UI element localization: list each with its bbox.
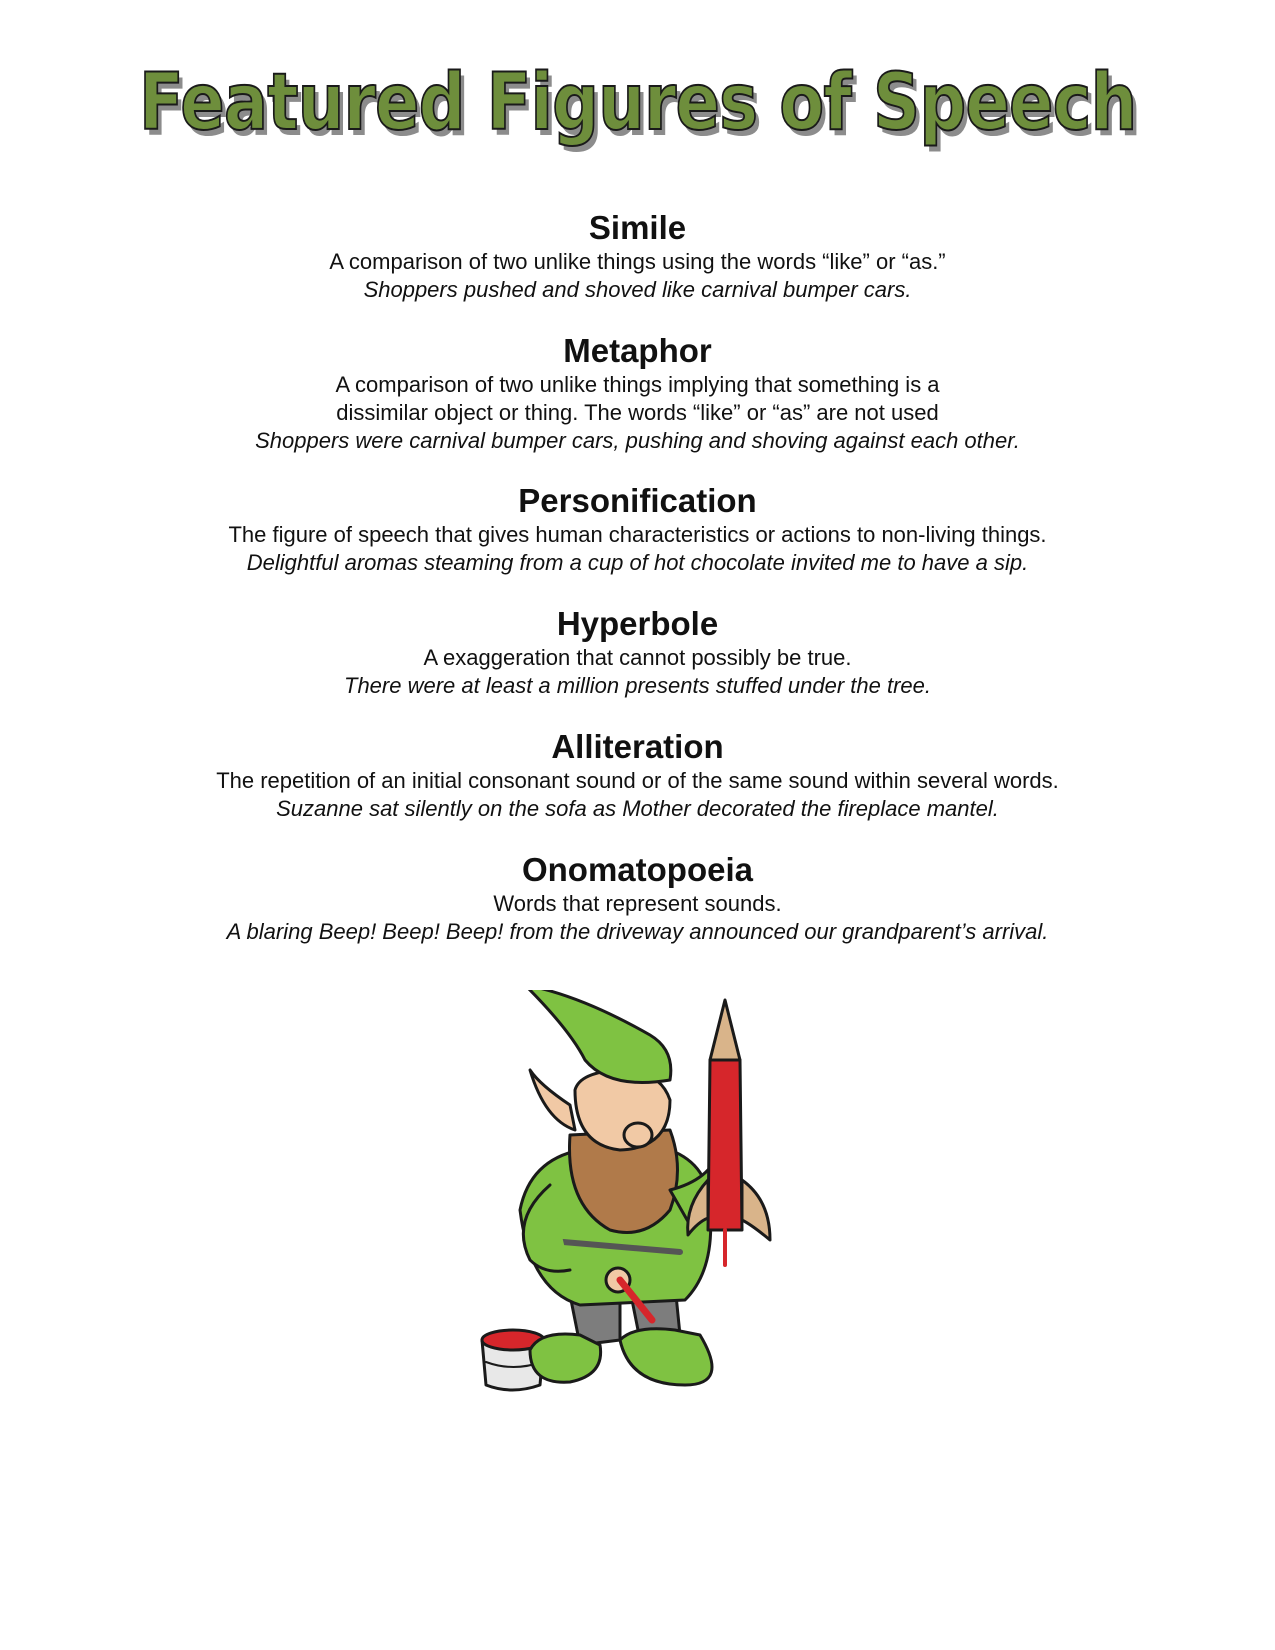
section-heading: Personification xyxy=(518,482,757,519)
page-title: Featured Figures of Speech xyxy=(138,58,1137,148)
section-alliteration xyxy=(0,727,1275,823)
section-definition: A comparison of two unlike things using the words “like” or “as.” xyxy=(329,249,946,274)
section-example: There were at least a million presents stuffed under the tree. xyxy=(344,673,931,698)
section-simile xyxy=(0,208,1275,304)
section-heading: Onomatopoeia xyxy=(521,851,754,888)
section-heading: Metaphor xyxy=(563,332,712,369)
section-definition: Words that represent sounds. xyxy=(493,891,782,916)
page-title-container xyxy=(0,58,1275,148)
section-hyperbole xyxy=(0,604,1275,700)
section-example: Suzanne sat silently on the sofa as Mother decorated the fireplace mantel. xyxy=(276,796,999,821)
section-heading: Hyperbole xyxy=(556,605,719,642)
gnome-illustration xyxy=(470,990,820,1420)
gnome-hat-icon xyxy=(525,990,671,1083)
section-example: Delightful aromas steaming from a cup of hot chocolate invited me to have a sip. xyxy=(246,550,1029,575)
section-example: Shoppers pushed and shoved like carnival bumper cars. xyxy=(363,277,912,302)
section-example: A blaring Beep! Beep! Beep! from the driveway announced our grandparent’s arrival. xyxy=(226,919,1049,944)
section-onomatopoeia xyxy=(0,850,1275,946)
section-definition-line-1: A comparison of two unlike things implying that something is a xyxy=(335,372,940,397)
section-definition: A exaggeration that cannot possibly be true. xyxy=(423,645,852,670)
section-example: Shoppers were carnival bumper cars, pushing and shoving against each other. xyxy=(255,428,1020,453)
section-definition: The repetition of an initial consonant sound or of the same sound within several words. xyxy=(216,768,1059,793)
section-heading: Alliteration xyxy=(551,728,724,765)
section-heading: Simile xyxy=(588,209,687,246)
section-definition-line-2: dissimilar object or thing. The words “like” or “as” are not used xyxy=(336,400,939,425)
section-definition: The figure of speech that gives human characteristics or actions to non-living things. xyxy=(228,522,1047,547)
section-metaphor xyxy=(0,331,1275,455)
section-personification xyxy=(0,481,1275,577)
